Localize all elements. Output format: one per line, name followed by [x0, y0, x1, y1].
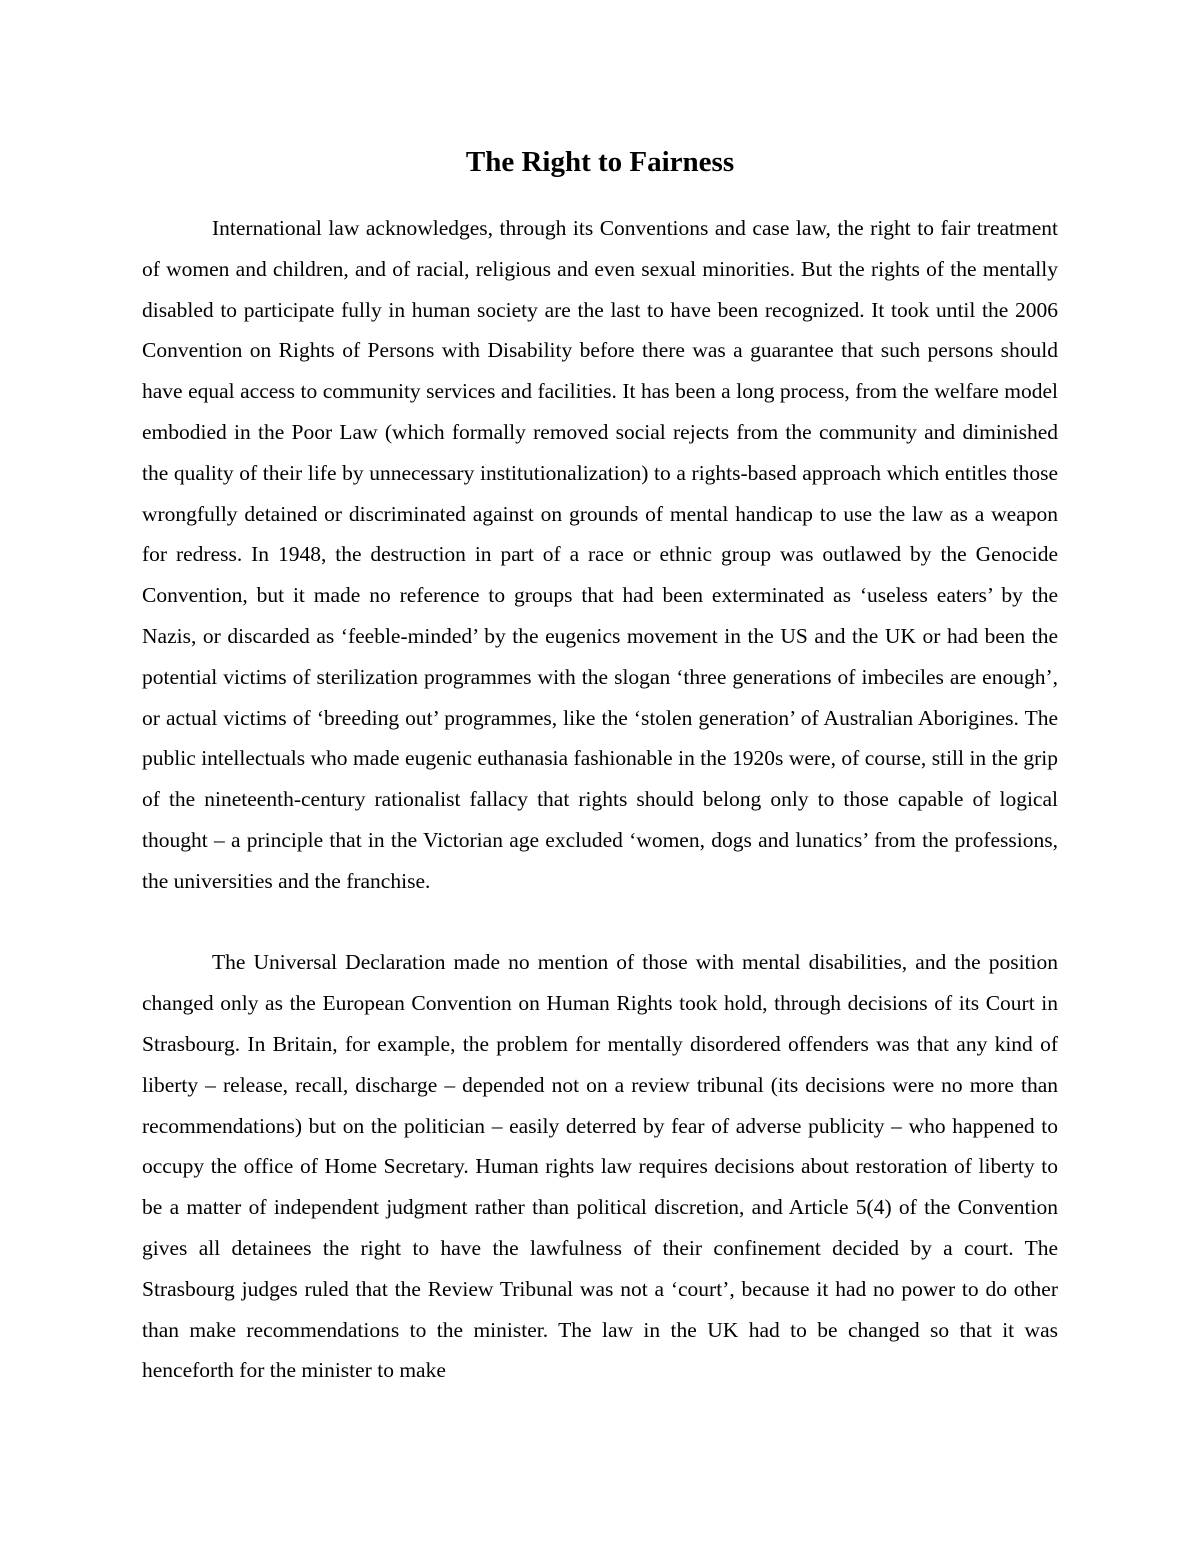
- paragraph-1: International law acknowledges, through its Conventions and case law, the right to fair treatment of women and children, and of racial, religious and even sexual minorities. But the rights of the mentally disabled to participate fully in human society are the last to have been recognized. It took until the 2006 Convention on Rights of Persons with Disability before there was a guarantee that such persons should have equal access to community services and facilities. It has been a long process, from the welfare model embodied in the Poor Law (which formally removed social rejects from the community and diminished the quality of their life by unnecessary institutionalization) to a rights-based approach which entitles those wrongfully detained or discriminated against on grounds of mental handicap to use the law as a weapon for redress. In 1948, the destruction in part of a race or ethnic group was outlawed by the Genocide Convention, but it made no reference to groups that had been exterminated as ‘useless eaters’ by the Nazis, or discarded as ‘feeble-minded’ by the eugenics movement in the US and the UK or had been the potential victims of sterilization programmes with the slogan ‘three generations of imbeciles are enough’, or actual victims of ‘breeding out’ programmes, like the ‘stolen generation’ of Australian Aborigines. The public intellectuals who made eugenic euthanasia fashionable in the 1920s were, of course, still in the grip of the nineteenth-century rationalist fallacy that rights should belong only to those capable of logical thought – a principle that in the Victorian age excluded ‘women, dogs and lunatics’ from the professions, the universities and the franchise.: [142, 216, 1058, 893]
- paragraph-2: The Universal Declaration made no mention of those with mental disabilities, and the position changed only as the European Convention on Human Rights took hold, through decisions of its Court in Strasbourg. In Britain, for example, the problem for mentally disordered offenders was that any kind of liberty – release, recall, discharge – depended not on a review tribunal (its decisions were no more than recommendations) but on the politician – easily deterred by fear of adverse publicity – who happened to occupy the office of Home Secretary. Human rights law requires decisions about restoration of liberty to be a matter of independent judgment rather than political discretion, and Article 5(4) of the Convention gives all detainees the right to have the lawfulness of their confinement decided by a court. The Strasbourg judges ruled that the Review Tribunal was not a ‘court’, because it had no power to do other than make recommendations to the minister. The law in the UK had to be changed so that it was henceforth for the minister to make: [142, 950, 1058, 1383]
- page-title: The Right to Fairness: [465, 146, 735, 178]
- document-body: [142, 208, 1058, 1391]
